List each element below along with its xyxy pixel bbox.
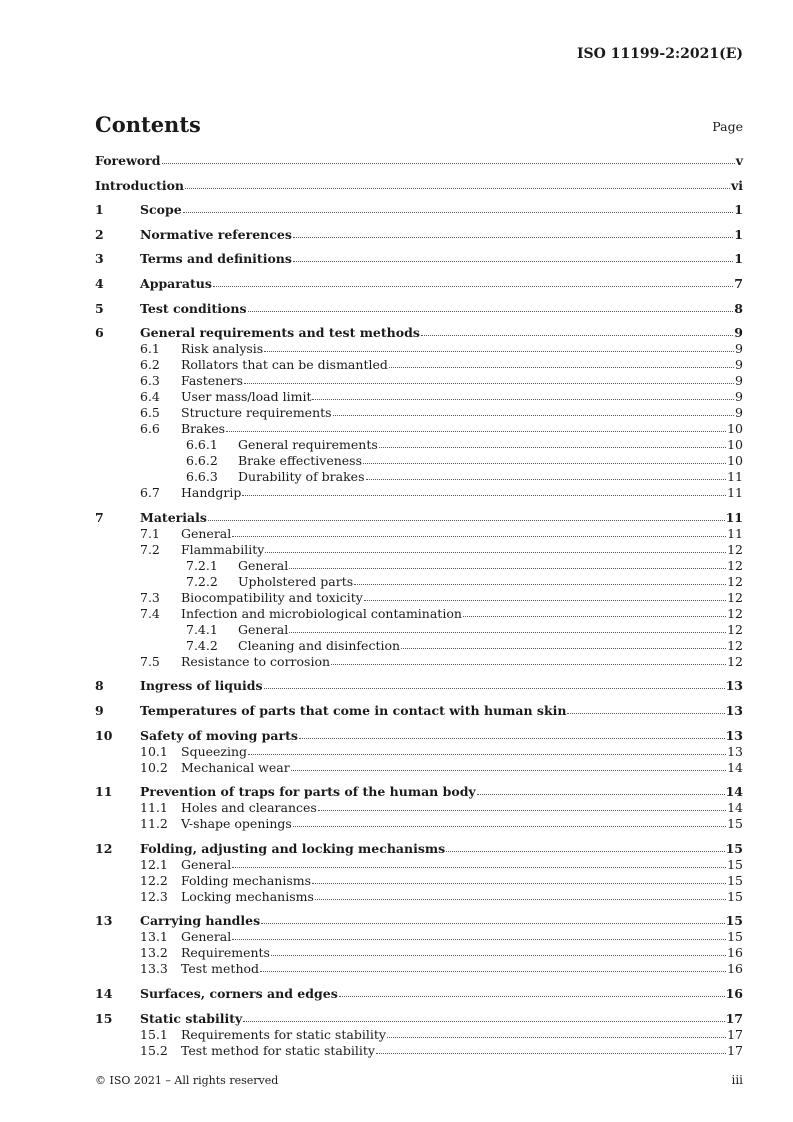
- toc-entry-label: Prevention of traps for parts of the human body: [140, 784, 476, 800]
- toc-entry-page: 12: [727, 621, 743, 637]
- toc-entry-number: 7.4.2: [186, 637, 218, 653]
- toc-entry-label: Safety of moving parts: [140, 727, 298, 743]
- dot-leader: [226, 421, 726, 432]
- toc-entry-page: 12: [727, 653, 743, 669]
- toc-entry-page: 13: [725, 678, 743, 694]
- toc-entry[interactable]: [95, 389, 743, 405]
- toc-entry-number: 13.2: [140, 945, 168, 961]
- dot-leader: [232, 929, 726, 940]
- dot-leader: [293, 251, 733, 262]
- table-of-contents: [95, 153, 743, 1059]
- toc-entry[interactable]: [95, 574, 743, 590]
- toc-entry-number: 8: [95, 678, 104, 694]
- toc-entry-page: 12: [727, 573, 743, 589]
- toc-entry[interactable]: [95, 357, 743, 373]
- toc-entry[interactable]: [95, 325, 743, 341]
- toc-entry-label: Durability of brakes: [238, 469, 365, 485]
- dot-leader: [363, 453, 726, 464]
- toc-entry-page: 16: [727, 945, 743, 961]
- toc-entry[interactable]: [95, 1027, 743, 1043]
- dot-leader: [293, 227, 733, 238]
- toc-entry[interactable]: [95, 558, 743, 574]
- toc-entry-number: 3: [95, 251, 104, 267]
- toc-entry-label: Test method: [181, 961, 260, 977]
- toc-entry[interactable]: [95, 816, 743, 832]
- dot-leader: [243, 1011, 724, 1022]
- toc-entry-label: General requirements: [238, 437, 378, 453]
- toc-entry-number: 6.5: [140, 405, 160, 421]
- toc-entry[interactable]: [95, 945, 743, 961]
- toc-entry-page: 1: [734, 251, 743, 267]
- toc-entry[interactable]: [95, 421, 743, 437]
- toc-entry[interactable]: [95, 469, 743, 485]
- toc-entry-page: 15: [727, 929, 743, 945]
- toc-entry[interactable]: [95, 961, 743, 977]
- toc-entry[interactable]: [95, 1011, 743, 1027]
- toc-entry-number: 7.2: [140, 541, 160, 557]
- toc-entry-number: 2: [95, 226, 104, 242]
- dot-leader: [293, 816, 726, 827]
- dot-leader: [318, 800, 726, 811]
- toc-entry-label: Test method for static stability: [181, 1042, 375, 1058]
- dot-leader: [421, 325, 733, 336]
- toc-entry[interactable]: [95, 929, 743, 945]
- toc-entry-label: Scope: [140, 202, 182, 218]
- toc-entry-label: General requirements and test methods: [140, 325, 420, 341]
- toc-entry-number: 12.1: [140, 856, 168, 872]
- toc-entry[interactable]: [95, 728, 743, 744]
- toc-entry[interactable]: [95, 760, 743, 776]
- toc-entry-label: Temperatures of parts that come in contact with human skin: [140, 702, 567, 718]
- toc-entry-label: Normative references: [140, 226, 292, 242]
- toc-entry[interactable]: [95, 654, 743, 670]
- dot-leader: [463, 606, 726, 617]
- toc-entry-label: Squeezing: [181, 743, 248, 759]
- toc-entry-number: 7.5: [140, 653, 160, 669]
- toc-entry-number: 15.1: [140, 1026, 168, 1042]
- toc-entry-label: Materials: [140, 509, 207, 525]
- toc-entry-number: 7.1: [140, 525, 160, 541]
- toc-entry-label: Biocompatibility and toxicity: [181, 589, 363, 605]
- dot-leader: [376, 1043, 726, 1054]
- dot-leader: [248, 301, 734, 312]
- toc-entry-label: General: [238, 621, 289, 637]
- toc-entry-page: 13: [727, 743, 743, 759]
- toc-entry-label: Locking mechanisms: [181, 888, 314, 904]
- toc-entry-label: Flammability: [181, 541, 265, 557]
- toc-entry[interactable]: [95, 341, 743, 357]
- toc-entry-number: 13: [95, 913, 113, 929]
- toc-entry[interactable]: [95, 913, 743, 929]
- toc-entry[interactable]: [95, 485, 743, 501]
- toc-entry-label: Ingress of liquids: [140, 678, 263, 694]
- toc-entry-label: Risk analysis: [181, 341, 264, 357]
- toc-entry-label: Cleaning and disinfection: [238, 637, 401, 653]
- toc-entry-number: 13.3: [140, 961, 168, 977]
- dot-leader: [364, 590, 726, 601]
- toc-entry-page: 15: [725, 913, 743, 929]
- toc-entry-page: 12: [727, 589, 743, 605]
- toc-entry[interactable]: [95, 638, 743, 654]
- toc-entry-page: 12: [727, 557, 743, 573]
- dot-leader: [333, 405, 734, 416]
- toc-entry-label: Fasteners: [181, 373, 243, 389]
- toc-entry-page: 9: [735, 373, 743, 389]
- toc-entry[interactable]: [95, 857, 743, 873]
- toc-entry-page: 11: [725, 509, 743, 525]
- toc-entry-number: 11: [95, 784, 113, 800]
- toc-entry[interactable]: [95, 841, 743, 857]
- dot-leader: [354, 574, 726, 585]
- toc-entry[interactable]: [95, 437, 743, 453]
- dot-leader: [567, 703, 724, 714]
- toc-entry-number: 13.1: [140, 929, 168, 945]
- toc-entry-page: vi: [730, 177, 743, 193]
- toc-entry-number: 7.2.1: [186, 557, 218, 573]
- toc-entry-number: 6.7: [140, 485, 160, 501]
- toc-entry[interactable]: [95, 526, 743, 542]
- toc-entry[interactable]: [95, 622, 743, 638]
- toc-entry-page: 1: [734, 226, 743, 242]
- toc-entry-label: General: [238, 557, 289, 573]
- toc-entry-label: Introduction: [95, 177, 185, 193]
- dot-leader: [477, 784, 725, 795]
- toc-entry-page: 13: [725, 727, 743, 743]
- toc-entry[interactable]: [95, 227, 743, 243]
- toc-entry-number: 9: [95, 702, 104, 718]
- toc-entry-page: 17: [725, 1010, 743, 1026]
- toc-entry[interactable]: [95, 251, 743, 267]
- dot-leader: [289, 558, 726, 569]
- toc-entry-number: 6.4: [140, 389, 160, 405]
- toc-entry-page: 11: [727, 525, 743, 541]
- toc-entry[interactable]: [95, 405, 743, 421]
- dot-leader: [232, 526, 726, 537]
- toc-entry-page: 12: [727, 605, 743, 621]
- toc-entry-number: 6: [95, 325, 104, 341]
- toc-entry-page: 15: [727, 816, 743, 832]
- toc-entry-label: Folding mechanisms: [181, 872, 312, 888]
- toc-entry-page: 15: [727, 856, 743, 872]
- toc-entry-number: 4: [95, 275, 104, 291]
- toc-entry-number: 6.6.1: [186, 437, 218, 453]
- toc-entry-label: User mass/load limit: [181, 389, 312, 405]
- toc-entry-label: Folding, adjusting and locking mechanisms: [140, 840, 446, 856]
- toc-entry-label: Surfaces, corners and edges: [140, 985, 338, 1001]
- toc-entry-number: 7.4.1: [186, 621, 218, 637]
- toc-entry-page: 16: [725, 985, 743, 1001]
- dot-leader: [244, 373, 734, 384]
- dot-leader: [264, 341, 734, 352]
- dot-leader: [162, 153, 735, 164]
- toc-entry-page: 14: [727, 759, 743, 775]
- page-column-label: Page: [712, 119, 743, 134]
- toc-entry-label: General: [181, 525, 232, 541]
- dot-leader: [232, 857, 726, 868]
- toc-entry-number: 10: [95, 727, 113, 743]
- toc-entry[interactable]: [95, 301, 743, 317]
- toc-entry-number: 7.2.2: [186, 573, 218, 589]
- toc-entry-label: Mechanical wear: [181, 759, 290, 775]
- dot-leader: [271, 945, 726, 956]
- toc-entry-number: 7.4: [140, 605, 160, 621]
- toc-entry[interactable]: [95, 703, 743, 719]
- toc-entry-page: 8: [734, 300, 743, 316]
- toc-entry[interactable]: [95, 1043, 743, 1059]
- toc-entry-number: 6.2: [140, 357, 160, 373]
- toc-entry-label: Upholstered parts: [238, 573, 354, 589]
- toc-entry[interactable]: [95, 202, 743, 218]
- toc-entry[interactable]: [95, 510, 743, 526]
- toc-entry[interactable]: [95, 800, 743, 816]
- toc-entry-page: 15: [725, 840, 743, 856]
- toc-entry[interactable]: [95, 889, 743, 905]
- toc-entry[interactable]: [95, 873, 743, 889]
- dot-leader: [387, 1027, 726, 1038]
- toc-entry-page: 17: [727, 1042, 743, 1058]
- toc-entry-number: 11.1: [140, 800, 168, 816]
- toc-entry-page: 7: [734, 275, 743, 291]
- copyright-notice: © ISO 2021 – All rights reserved: [95, 1074, 279, 1087]
- dot-leader: [299, 728, 725, 739]
- toc-entry[interactable]: [95, 178, 743, 194]
- toc-entry-page: 11: [727, 485, 743, 501]
- page-number: iii: [731, 1073, 743, 1087]
- dot-leader: [389, 357, 734, 368]
- dot-leader: [366, 469, 727, 480]
- toc-entry-page: 10: [727, 437, 743, 453]
- toc-entry-label: Rollators that can be dismantled: [181, 357, 388, 373]
- toc-entry-page: 9: [735, 389, 743, 405]
- contents-title: Contents: [95, 112, 201, 137]
- toc-entry[interactable]: [95, 744, 743, 760]
- dot-leader: [185, 178, 730, 189]
- toc-entry[interactable]: [95, 986, 743, 1002]
- dot-leader: [331, 654, 726, 665]
- toc-entry-label: General: [181, 856, 232, 872]
- toc-entry-label: General: [181, 929, 232, 945]
- dot-leader: [213, 276, 733, 287]
- toc-entry-label: Brake effectiveness: [238, 453, 362, 469]
- toc-entry-page: 12: [727, 541, 743, 557]
- toc-entry-number: 11.2: [140, 816, 168, 832]
- toc-entry-page: 1: [734, 202, 743, 218]
- toc-entry-page: 9: [734, 325, 743, 341]
- toc-entry[interactable]: [95, 453, 743, 469]
- toc-entry[interactable]: [95, 153, 743, 169]
- toc-entry-label: Static stability: [140, 1010, 243, 1026]
- toc-entry-page: 14: [727, 800, 743, 816]
- toc-entry-number: 7.3: [140, 589, 160, 605]
- toc-entry-label: Test conditions: [140, 300, 247, 316]
- toc-entry-label: Requirements for static stability: [181, 1026, 386, 1042]
- toc-entry-number: 6.3: [140, 373, 160, 389]
- toc-entry-page: 15: [727, 888, 743, 904]
- toc-entry-page: 16: [727, 961, 743, 977]
- toc-entry-label: Requirements: [181, 945, 270, 961]
- toc-entry[interactable]: [95, 276, 743, 292]
- toc-entry-number: 14: [95, 985, 113, 1001]
- toc-entry-page: 9: [735, 357, 743, 373]
- toc-entry-number: 15.2: [140, 1042, 168, 1058]
- toc-entry-number: 6.6: [140, 421, 160, 437]
- toc-entry[interactable]: [95, 784, 743, 800]
- toc-entry-label: Foreword: [95, 153, 161, 168]
- toc-entry-label: Infection and microbiological contamination: [181, 605, 462, 621]
- toc-entry-number: 12.3: [140, 888, 168, 904]
- toc-entry-page: 17: [727, 1026, 743, 1042]
- dot-leader: [183, 202, 734, 213]
- dot-leader: [446, 841, 724, 852]
- toc-entry[interactable]: [95, 678, 743, 694]
- toc-entry-page: 11: [727, 469, 743, 485]
- dot-leader: [312, 389, 734, 400]
- dot-leader: [339, 986, 725, 997]
- toc-entry-number: 15: [95, 1010, 113, 1026]
- toc-entry-page: 9: [735, 341, 743, 357]
- toc-entry[interactable]: [95, 590, 743, 606]
- dot-leader: [208, 510, 725, 521]
- toc-entry-label: Brakes: [181, 421, 226, 437]
- document-id: ISO 11199-2:2021(E): [576, 46, 743, 62]
- toc-entry-number: 6.1: [140, 341, 160, 357]
- dot-leader: [401, 638, 726, 649]
- toc-entry-number: 5: [95, 300, 104, 316]
- dot-leader: [379, 437, 726, 448]
- toc-entry-page: v: [735, 153, 743, 168]
- toc-entry-number: 6.6.3: [186, 469, 218, 485]
- toc-entry-label: Terms and definitions: [140, 251, 292, 267]
- toc-entry-label: Holes and clearances: [181, 800, 317, 816]
- toc-entry-number: 7: [95, 509, 104, 525]
- dot-leader: [242, 485, 726, 496]
- toc-entry-number: 10.1: [140, 743, 168, 759]
- toc-entry-label: Handgrip: [181, 485, 242, 501]
- toc-entry-label: Carrying handles: [140, 913, 261, 929]
- dot-leader: [289, 622, 726, 633]
- dot-leader: [291, 760, 726, 771]
- toc-entry-number: 6.6.2: [186, 453, 218, 469]
- toc-entry-page: 14: [725, 784, 743, 800]
- toc-entry-number: 12: [95, 840, 113, 856]
- toc-entry-label: Resistance to corrosion: [181, 653, 331, 669]
- toc-entry-page: 15: [727, 872, 743, 888]
- dot-leader: [312, 873, 726, 884]
- dot-leader: [248, 744, 726, 755]
- toc-entry-label: V-shape openings: [181, 816, 292, 832]
- toc-entry-number: 12.2: [140, 872, 168, 888]
- dot-leader: [260, 961, 726, 972]
- toc-entry[interactable]: [95, 542, 743, 558]
- toc-entry-page: 9: [735, 405, 743, 421]
- dot-leader: [261, 913, 724, 924]
- toc-entry[interactable]: [95, 373, 743, 389]
- toc-entry-page: 12: [727, 637, 743, 653]
- toc-entry-page: 13: [725, 702, 743, 718]
- toc-entry-number: 1: [95, 202, 104, 218]
- dot-leader: [315, 889, 726, 900]
- toc-entry-number: 10.2: [140, 759, 168, 775]
- toc-entry-label: Structure requirements: [181, 405, 332, 421]
- toc-entry-label: Apparatus: [140, 275, 212, 291]
- toc-entry-page: 10: [727, 453, 743, 469]
- toc-entry[interactable]: [95, 606, 743, 622]
- dot-leader: [264, 678, 725, 689]
- dot-leader: [265, 542, 726, 553]
- toc-entry-page: 10: [727, 421, 743, 437]
